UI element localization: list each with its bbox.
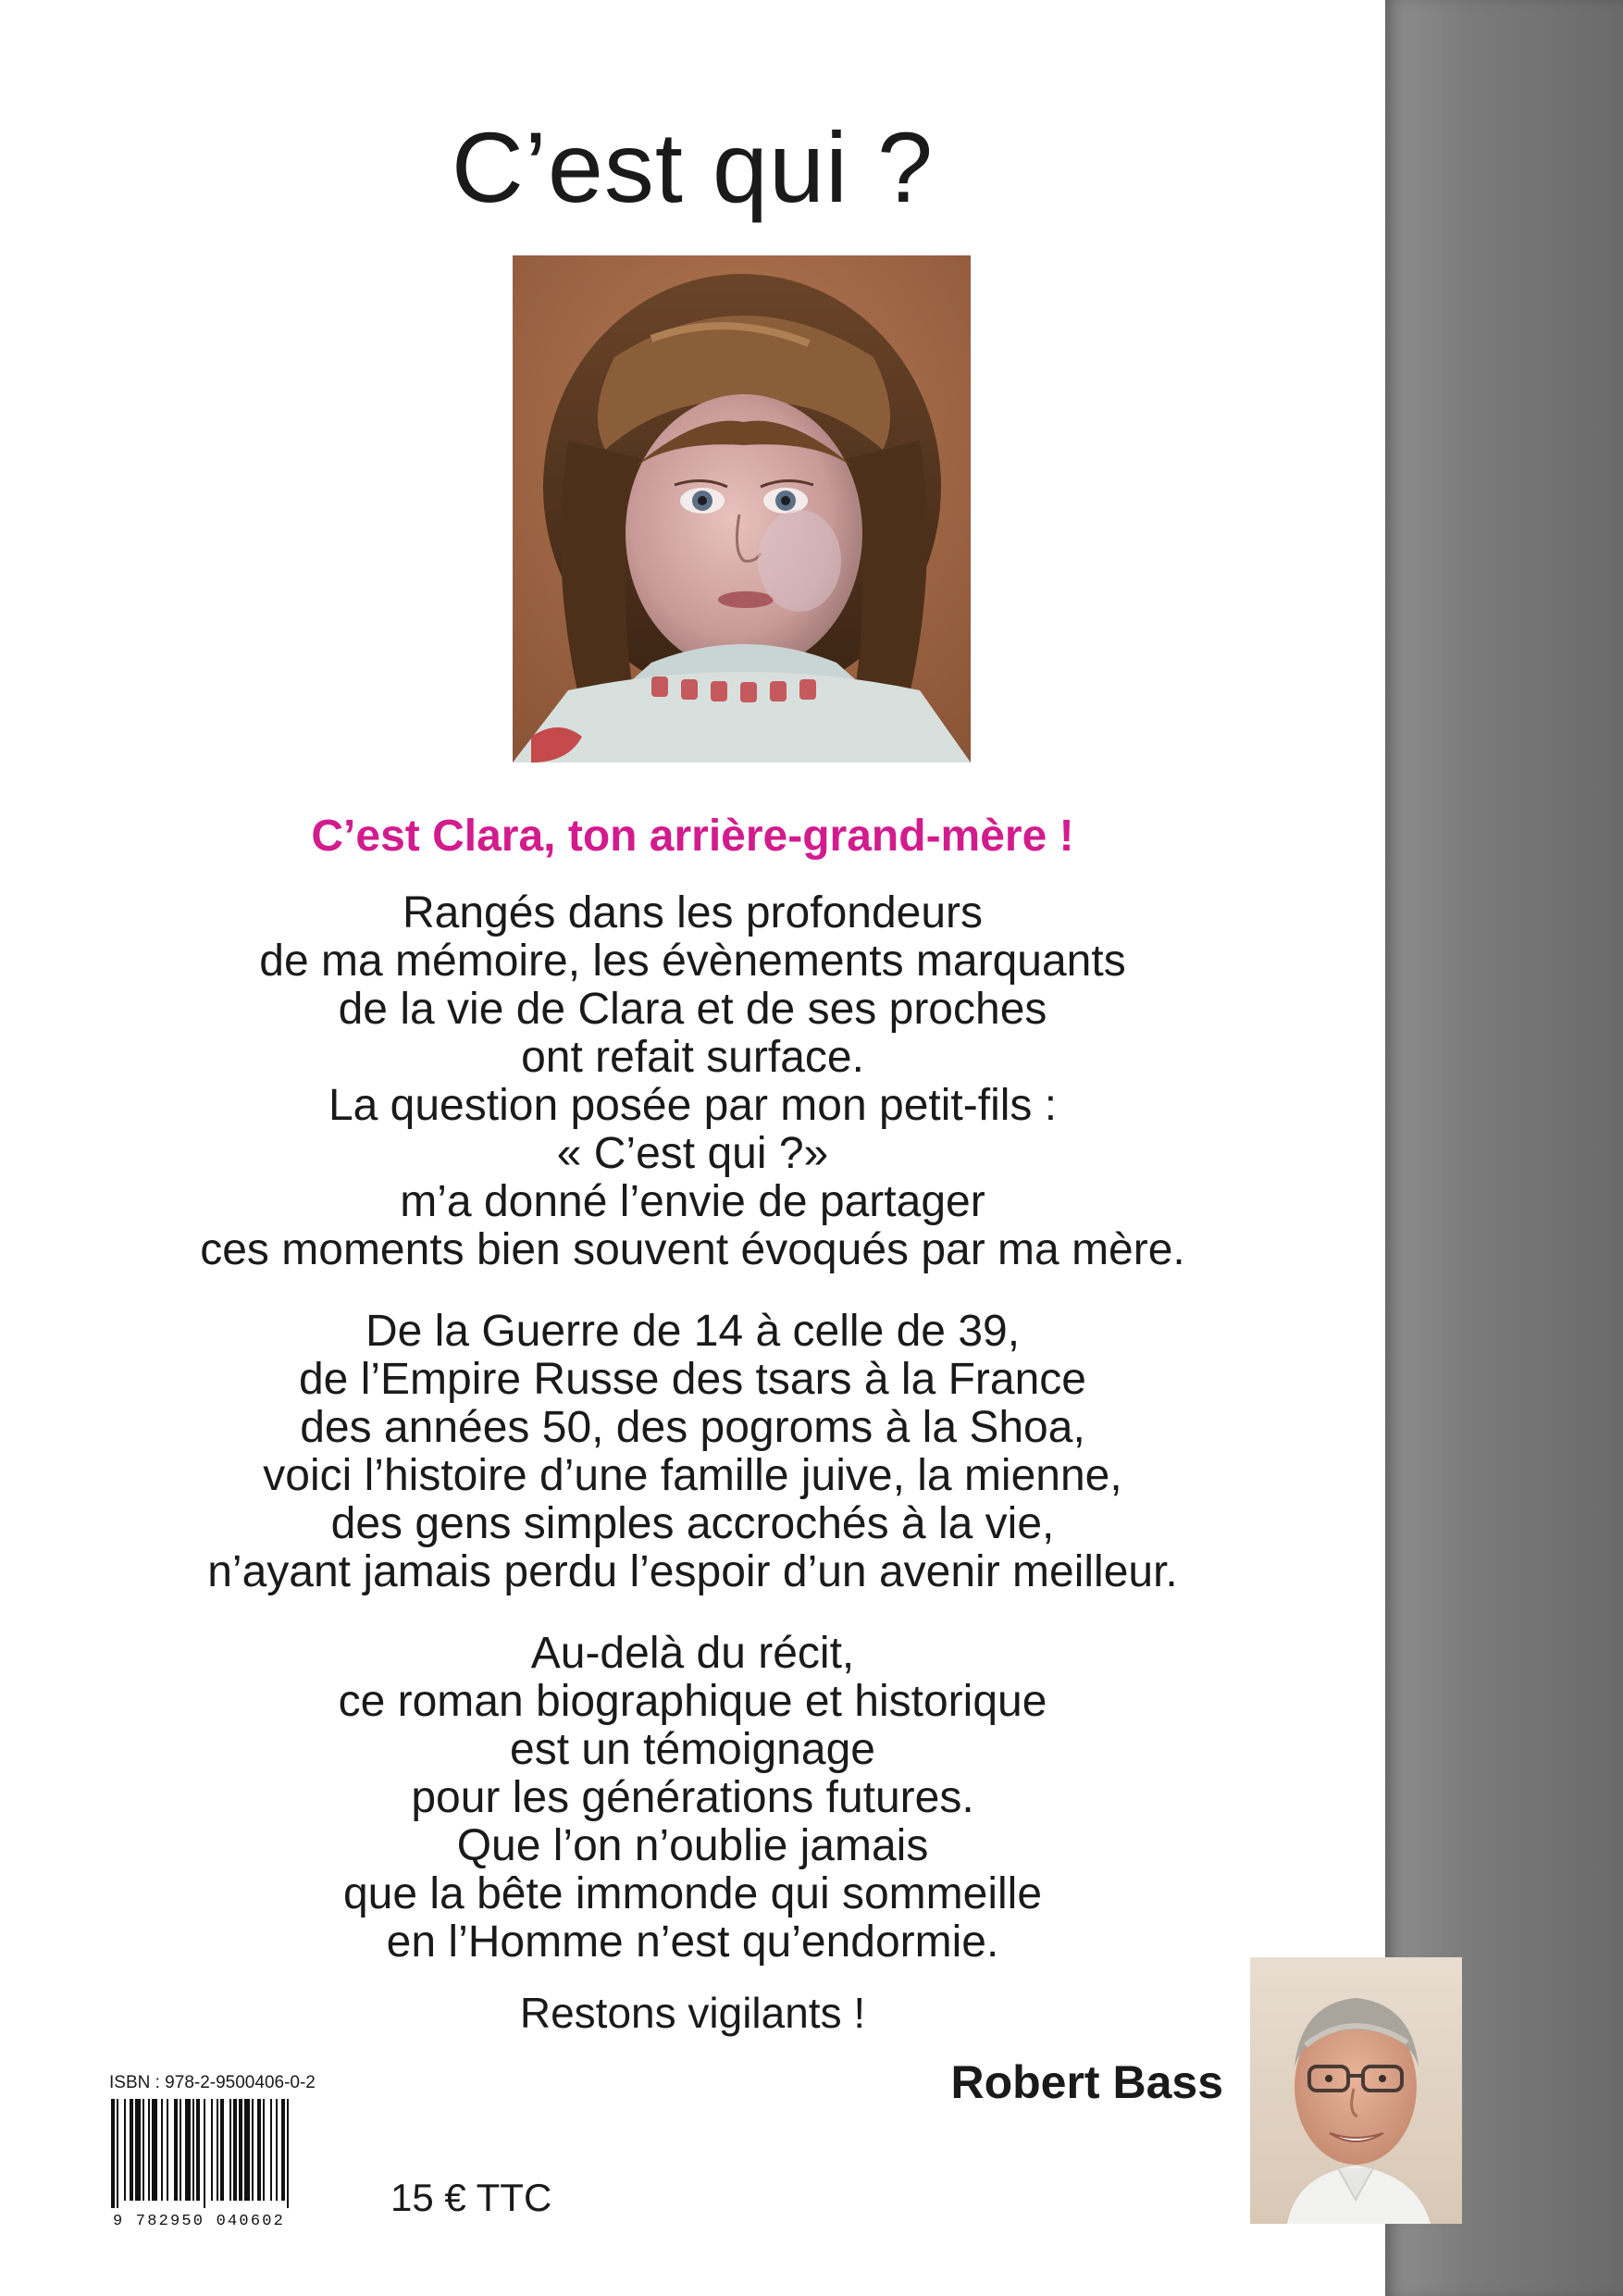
sign-off-text: Restons vigilants !	[519, 1989, 866, 2037]
blurb-line: voici l’histoire d’une famille juive, la mienne,	[263, 1451, 1122, 1500]
barcode-bar	[270, 2099, 272, 2201]
blurb-line: des années 50, des pogroms à la Shoa,	[300, 1403, 1085, 1452]
author-photo	[1250, 1957, 1462, 2224]
barcode-bar	[174, 2099, 178, 2201]
blurb-line: ont refait surface.	[521, 1033, 864, 1082]
blurb-paragraph-3	[0, 1630, 1385, 1967]
price: 15 € TTC	[390, 2176, 552, 2219]
blurb-paragraph-2	[0, 1308, 1385, 1596]
barcode-digits: 9 782950 040602	[113, 2213, 286, 2228]
blurb-line: pour les générations futures.	[411, 1773, 974, 1822]
barcode-bar	[135, 2099, 141, 2201]
blurb-line: Que l’on n’oublie jamais	[456, 1821, 929, 1870]
blurb-line: que la bête immonde qui sommeille	[342, 1869, 1043, 1918]
barcode-bar	[276, 2099, 278, 2201]
blurb-line: ce roman biographique et historique	[338, 1677, 1047, 1726]
barcode-bar	[252, 2099, 254, 2201]
barcode-bar	[204, 2099, 205, 2208]
blurb-line: en l’Homme n’est qu’endormie.	[386, 1917, 999, 1967]
book-subtitle: C’est Clara, ton arrière-grand-mère !	[311, 812, 1074, 861]
barcode-bar	[180, 2099, 181, 2201]
blurb-line: Rangés dans les profondeurs	[402, 888, 984, 937]
barcode-bar	[257, 2099, 261, 2201]
barcode-bar	[263, 2099, 265, 2201]
barcode-bar	[244, 2099, 250, 2201]
barcode-bar	[217, 2099, 218, 2201]
clara-portrait-painting	[513, 255, 971, 763]
book-title: C’est qui ?	[451, 111, 935, 223]
barcode-bar	[281, 2099, 285, 2201]
blurb-paragraph-1	[0, 889, 1385, 1274]
author-name: Robert Bass	[950, 2056, 1223, 2108]
barcode-bar	[148, 2099, 150, 2201]
barcode-bar	[192, 2099, 194, 2201]
blurb-line: « C’est qui ?»	[556, 1129, 829, 1178]
blurb-line: ces moments bien souvent évoqués par ma mère.	[200, 1225, 1185, 1274]
barcode-bar	[111, 2099, 115, 2208]
blurb-line: n’ayant jamais perdu l’espoir d’un avenir meilleur.	[207, 1547, 1178, 1596]
blurb-line: De la Guerre de 14 à celle de 39,	[365, 1307, 1021, 1356]
barcode	[107, 2099, 357, 2228]
blurb-line: de la vie de Clara et de ses proches	[338, 985, 1047, 1034]
blurb-line: de ma mémoire, les évènements marquants	[259, 937, 1126, 986]
isbn-number: ISBN : 978-2-9500406-0-2	[109, 2073, 316, 2092]
blurb-line: est un témoignage	[510, 1725, 875, 1774]
blurb-line: m’a donné l’envie de partager	[400, 1177, 985, 1226]
barcode-bar	[239, 2099, 242, 2201]
book-spine	[1385, 0, 1623, 2296]
barcode-bar	[233, 2099, 237, 2201]
blurb-line: de l’Empire Russe des tsars à la France	[298, 1355, 1086, 1404]
barcode-bar	[142, 2099, 144, 2201]
blurb-line: des gens simples accrochés à la vie,	[330, 1499, 1055, 1548]
barcode-bar	[196, 2099, 200, 2201]
barcode-bar	[161, 2099, 163, 2201]
barcode-bar	[124, 2099, 126, 2201]
barcode-bar	[211, 2099, 213, 2201]
barcode-bar	[167, 2099, 168, 2201]
barcode-bar	[229, 2099, 231, 2201]
barcode-bar	[130, 2099, 133, 2201]
barcode-bar	[287, 2099, 289, 2208]
barcode-bar	[185, 2099, 191, 2201]
blurb-line: Au-delà du récit,	[530, 1629, 855, 1678]
barcode-bar	[117, 2099, 118, 2208]
barcode-bar	[152, 2099, 157, 2201]
barcode-bar	[220, 2099, 224, 2201]
blurb-line: La question posée par mon petit-fils :	[328, 1081, 1058, 1130]
